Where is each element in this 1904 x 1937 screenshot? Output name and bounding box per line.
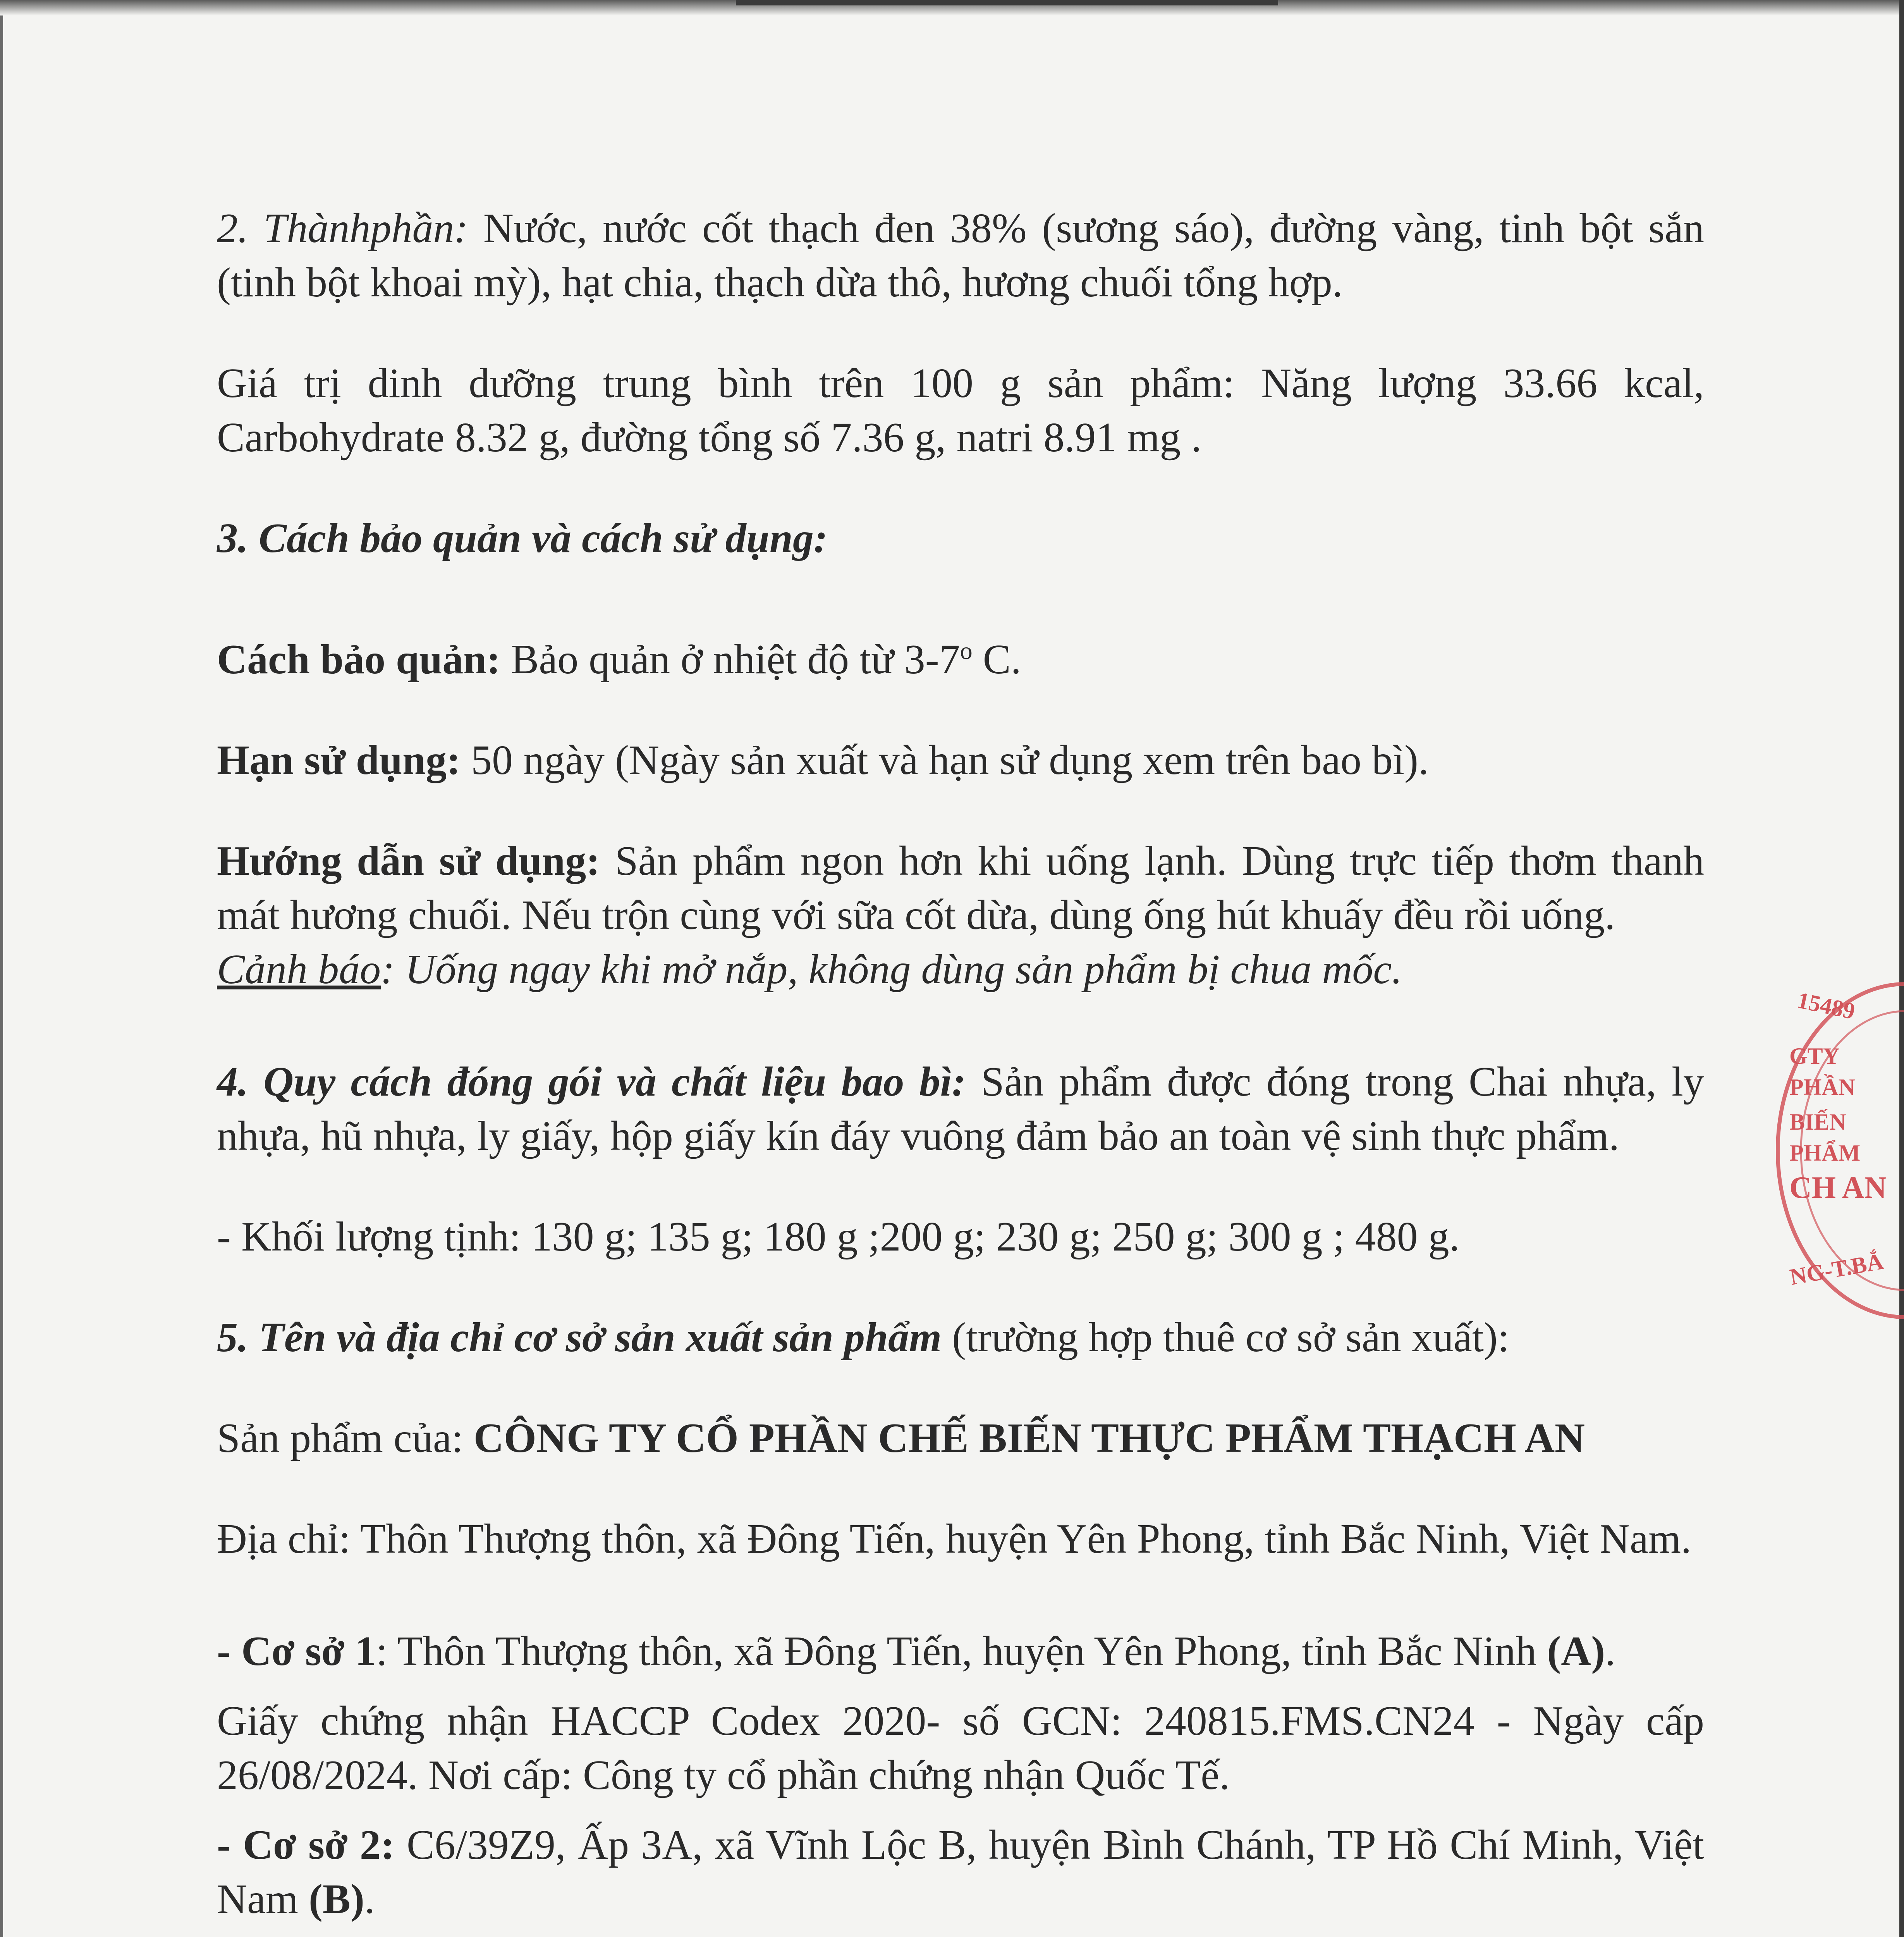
manufacturer-heading: 5. Tên và địa chỉ cơ sở sản xuất sản phẩm xyxy=(217,1314,942,1361)
scan-right-edge xyxy=(1899,0,1904,1937)
usage-label: Hướng dẫn sử dụng: xyxy=(217,838,600,884)
facility-2-end: . xyxy=(364,1876,375,1922)
company-seal-stamp xyxy=(1766,976,1904,1325)
storage-usage-heading: 3. Cách bảo quản và cách sử dụng: xyxy=(217,515,828,561)
facility-2-address xyxy=(217,1818,1704,1927)
usage-text: Sản phẩm ngon hơn khi uống lạnh. Dùng trực tiếp thơm thanh mát hương chuối. Nếu trộn cùng với sữa cốt dừa, dùng ống hút khuấy đều rồi uống. xyxy=(217,838,1704,938)
packaging-heading: 4. Quy cách đóng gói và chất liệu bao bì: xyxy=(217,1059,966,1105)
facility-2-address-text: C6/39Z9, Ấp 3A, xã Vĩnh Lộc B, huyện Bình Chánh, TP Hồ Chí Minh, Việt Nam xyxy=(217,1822,1704,1922)
facility-1-end: . xyxy=(1605,1628,1616,1674)
ingredients-paragraph xyxy=(217,201,1704,310)
manufacturer-heading-paragraph xyxy=(217,1311,1704,1365)
seal-line-2: GTY xyxy=(1789,1043,1840,1069)
nutrition-paragraph: Giá trị dinh dưỡng trung bình trên 100 g sản phẩm: Năng lượng 33.66 kcal, Carbohydrate 8.32 g, đường tổng số 7.36 g, natri 8.91 mg . xyxy=(217,360,1704,461)
shelf-life-paragraph xyxy=(217,733,1704,788)
product-of-line xyxy=(217,1411,1704,1466)
seal-line-1: 15489 xyxy=(1795,987,1858,1024)
seal-line-7: NG-T.BẮ xyxy=(1788,1248,1885,1290)
facility-1-certificate: Giấy chứng nhận HACCP Codex 2020- số GCN: 240815.FMS.CN24 - Ngày cấp 26/08/2024. Nơi cấp: Công ty cổ phần chứng nhận Quốc Tế. xyxy=(217,1698,1704,1798)
shelf-life-text: 50 ngày (Ngày sản xuất và hạn sử dụng xem trên bao bì). xyxy=(461,737,1429,783)
company-address: Địa chỉ: Thôn Thượng thôn, xã Đông Tiến, huyện Yên Phong, tỉnh Bắc Ninh, Việt Nam. xyxy=(217,1516,1691,1562)
ingredients-heading: 2. Thànhphần: xyxy=(217,205,468,251)
facility-2-label: - Cơ sở 2: xyxy=(217,1822,395,1868)
ingredients-text: Nước, nước cốt thạch đen 38% (sương sáo), đường vàng, tinh bột sắn (tinh bột khoai mỳ), hạt chia, thạch dừa thô, hương chuối tổng hợp. xyxy=(217,205,1705,306)
seal-line-6: CH AN xyxy=(1789,1171,1887,1205)
packaging-paragraph xyxy=(217,1055,1704,1163)
scan-top-shadow xyxy=(736,0,1278,5)
storage-label: Cách bảo quản: xyxy=(217,636,501,683)
facility-1-code: (A) xyxy=(1547,1628,1605,1674)
facility-1-label-suffix: : xyxy=(376,1628,388,1674)
company-name: CÔNG TY CỔ PHẦN CHẾ BIẾN THỰC PHẨM THẠCH AN xyxy=(473,1415,1585,1461)
warning-label: Cảnh báo xyxy=(217,946,381,993)
seal-line-3: PHẦN xyxy=(1789,1074,1855,1100)
warning-text: : Uống ngay khi mở nắp, không dùng sản phẩm bị chua mốc. xyxy=(381,946,1402,993)
seal-line-5: PHẨM xyxy=(1789,1140,1861,1166)
storage-paragraph xyxy=(217,624,1704,687)
facility-1-label: - Cơ sở 1 xyxy=(217,1628,376,1674)
manufacturer-heading-note: (trường hợp thuê cơ sở sản xuất): xyxy=(942,1314,1509,1361)
packaging-text: Sản phẩm được đóng trong Chai nhựa, ly nhựa, hũ nhựa, ly giấy, hộp giấy kín đáy vuông đảm bảo an toàn vệ sinh thực phẩm. xyxy=(217,1059,1704,1159)
storage-unit: C. xyxy=(972,636,1021,683)
seal-line-4: BIẾN xyxy=(1789,1109,1846,1135)
facility-1-address xyxy=(217,1624,1704,1679)
facility-1-address-text: Thôn Thượng thôn, xã Đông Tiến, huyện Yên Phong, tỉnh Bắc Ninh xyxy=(387,1628,1547,1674)
document-page xyxy=(217,201,1704,1937)
product-of-label: Sản phẩm của: xyxy=(217,1415,474,1461)
usage-paragraph xyxy=(217,834,1704,997)
net-weight-line: - Khối lượng tịnh: 130 g; 135 g; 180 g ;200 g; 230 g; 250 g; 300 g ; 480 g. xyxy=(217,1214,1460,1260)
storage-degree: o xyxy=(960,637,973,664)
scan-left-edge xyxy=(0,0,3,1937)
facility-2-code: (B) xyxy=(308,1876,364,1922)
shelf-life-label: Hạn sử dụng: xyxy=(217,737,461,783)
storage-text: Bảo quản ở nhiệt độ từ 3-7 xyxy=(500,636,960,683)
